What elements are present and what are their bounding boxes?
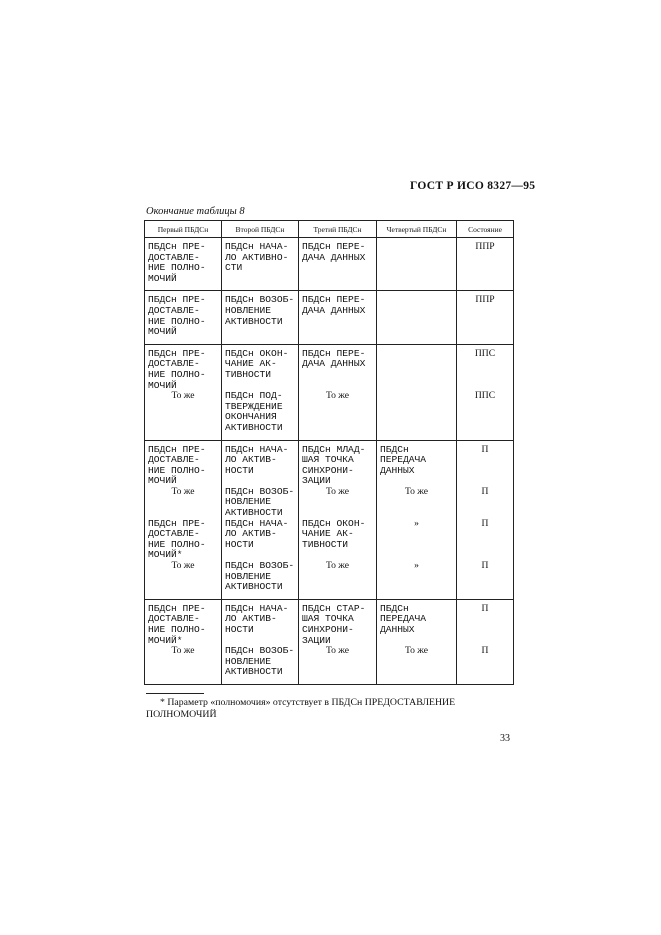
table-cell: ПБДСн ПРЕ- ДОСТАВЛЕ- НИЕ ПОЛНО- МОЧИЙ xyxy=(145,344,222,391)
table-cell: То же xyxy=(299,646,377,684)
table-cell: ПБДСн МЛАД- ШАЯ ТОЧКА СИНХРОНИ- ЗАЦИИ xyxy=(299,440,377,487)
table-cell: То же xyxy=(145,487,222,519)
table-cell: То же xyxy=(377,646,457,684)
table-header-row xyxy=(145,221,514,238)
table-cell: То же xyxy=(145,561,222,599)
footnote-rule xyxy=(146,693,204,694)
table-row xyxy=(145,487,514,519)
table-cell: ПБДСн ОКОН- ЧАНИЕ АК- ТИВНОСТИ xyxy=(222,344,299,391)
page-number: 33 xyxy=(500,733,510,744)
table-cell: » xyxy=(377,519,457,561)
state-cell: П xyxy=(457,646,514,684)
table-cell xyxy=(377,391,457,440)
table-cell: ПБДСн ПРЕ- ДОСТАВЛЕ- НИЕ ПОЛНО- МОЧИЙ* xyxy=(145,599,222,646)
table-cell: ПБДСн ВОЗОБ- НОВЛЕНИЕ АКТИВНОСТИ xyxy=(222,561,299,599)
table-cell: ПБДСн СТАР- ШАЯ ТОЧКА СИНХРОНИ- ЗАЦИИ xyxy=(299,599,377,646)
table-caption: Окончание таблицы 8 xyxy=(146,206,245,217)
state-cell: П xyxy=(457,561,514,599)
column-header: Состояние xyxy=(457,221,514,238)
table-cell: ПБДСн ПЕРЕДАЧА ДАННЫХ xyxy=(377,440,457,487)
table-row xyxy=(145,561,514,599)
state-cell: П xyxy=(457,599,514,646)
table-cell: ПБДСн НАЧА- ЛО АКТИВ- НОСТИ xyxy=(222,519,299,561)
table-cell: То же xyxy=(299,487,377,519)
table-cell: ПБДСн ПЕРЕ- ДАЧА ДАННЫХ xyxy=(299,291,377,344)
table-row xyxy=(145,291,514,344)
state-cell: ППР xyxy=(457,238,514,291)
table-row xyxy=(145,646,514,684)
table-cell: ПБДСн ПЕРЕ- ДАЧА ДАННЫХ xyxy=(299,344,377,391)
table-cell: ПБДСн НАЧА- ЛО АКТИВ- НОСТИ xyxy=(222,599,299,646)
table-cell: ПБДСн ВОЗОБ- НОВЛЕНИЕ АКТИВНОСТИ xyxy=(222,487,299,519)
table-cell: ПБДСн ПРЕ- ДОСТАВЛЕ- НИЕ ПОЛНО- МОЧИЙ* xyxy=(145,519,222,561)
column-header: Второй ПБДСн xyxy=(222,221,299,238)
column-header: Третий ПБДСн xyxy=(299,221,377,238)
table-cell: ПБДСн ПЕРЕ- ДАЧА ДАННЫХ xyxy=(299,238,377,291)
table-cell xyxy=(377,238,457,291)
table-cell: То же xyxy=(299,391,377,440)
table-row xyxy=(145,344,514,391)
table-row xyxy=(145,238,514,291)
column-header: Первый ПБДСн xyxy=(145,221,222,238)
state-cell: П xyxy=(457,440,514,487)
standard-code: ГОСТ Р ИСО 8327—95 xyxy=(410,180,536,192)
table-row xyxy=(145,519,514,561)
table-cell: ПБДСн НАЧА- ЛО АКТИВНО- СТИ xyxy=(222,238,299,291)
table-cell: То же xyxy=(299,561,377,599)
state-cell: ППР xyxy=(457,291,514,344)
table-cell xyxy=(377,291,457,344)
table-cell xyxy=(377,344,457,391)
table-cell: ПБДСн ПРЕ- ДОСТАВЛЕ- НИЕ ПОЛНО- МОЧИЙ xyxy=(145,238,222,291)
table-cell: ПБДСн ВОЗОБ- НОВЛЕНИЕ АКТИВНОСТИ xyxy=(222,646,299,684)
transition-table xyxy=(144,220,514,685)
state-cell: П xyxy=(457,519,514,561)
table-cell: То же xyxy=(145,646,222,684)
table-cell: ПБДСн ПРЕ- ДОСТАВЛЕ- НИЕ ПОЛНО- МОЧИЙ xyxy=(145,291,222,344)
table-row xyxy=(145,599,514,646)
state-cell: ППС xyxy=(457,391,514,440)
table-cell: То же xyxy=(377,487,457,519)
table-cell: То же xyxy=(145,391,222,440)
table-cell: ПБДСн ПРЕ- ДОСТАВЛЕ- НИЕ ПОЛНО- МОЧИЙ xyxy=(145,440,222,487)
table-cell: ПБДСн ПЕРЕДАЧА ДАННЫХ xyxy=(377,599,457,646)
column-header: Четвертый ПБДСн xyxy=(377,221,457,238)
table-cell: ПБДСн ОКОН- ЧАНИЕ АК- ТИВНОСТИ xyxy=(299,519,377,561)
table-cell: » xyxy=(377,561,457,599)
table-row xyxy=(145,440,514,487)
table-row xyxy=(145,391,514,440)
table-cell: ПБДСн ПОД- ТВЕРЖДЕНИЕ ОКОНЧАНИЯ АКТИВНОСТИ xyxy=(222,391,299,440)
table-cell: ПБДСн НАЧА- ЛО АКТИВ- НОСТИ xyxy=(222,440,299,487)
state-cell: П xyxy=(457,487,514,519)
footnote: * Параметр «полномочия» отсутствует в ПБДСн ПРЕДОСТАВЛЕНИЕ ПОЛНОМОЧИЙ xyxy=(146,697,456,720)
table-cell: ПБДСн ВОЗОБ- НОВЛЕНИЕ АКТИВНОСТИ xyxy=(222,291,299,344)
state-cell: ППС xyxy=(457,344,514,391)
